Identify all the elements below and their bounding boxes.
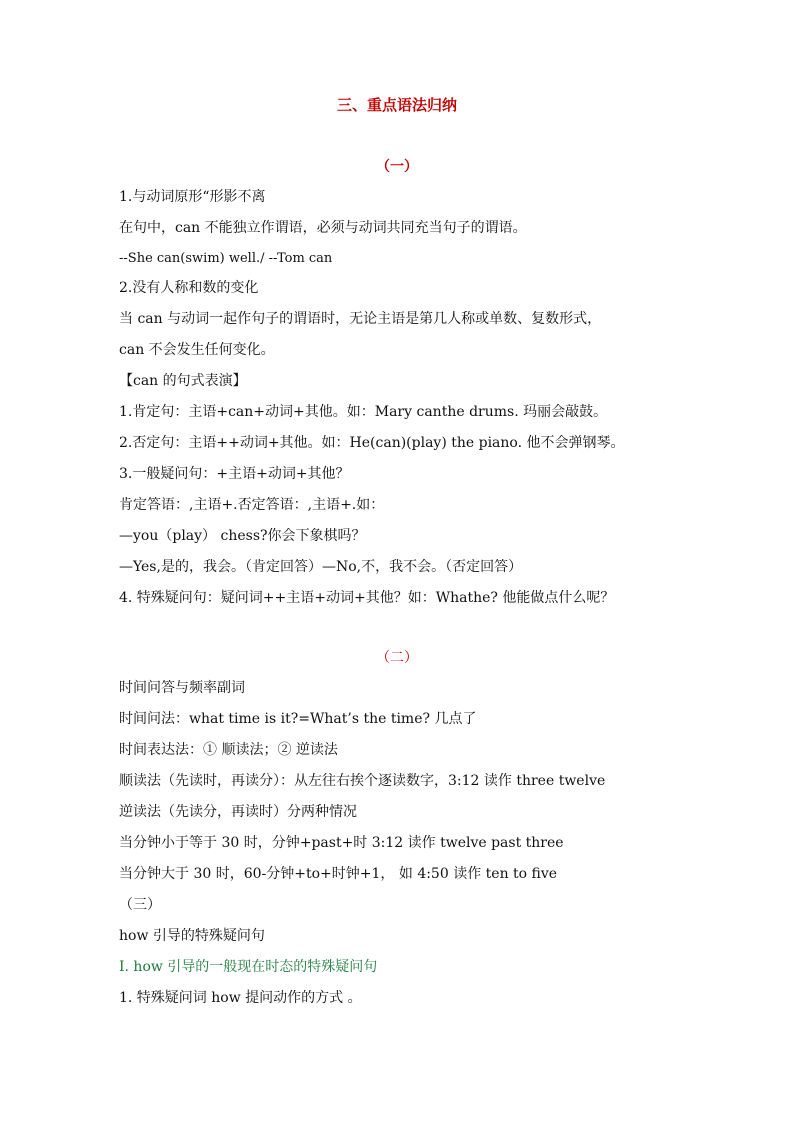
- text-line: 肯定答语：,主语+.否定答语：,主语+.如：: [119, 497, 385, 513]
- section-heading-three: （三）: [119, 897, 161, 913]
- text-line: 3.一般疑问句：+主语+动词+其他？: [119, 466, 350, 482]
- section-heading-two: （二）: [376, 650, 418, 666]
- text-line: 1.与动词原形“形影不离: [119, 189, 266, 205]
- text-line: 【can 的句式表演】: [119, 373, 247, 389]
- text-line: can 不会发生任何变化。: [119, 342, 275, 358]
- text-line: 时间问法：what time is it?=What’s the time? 几点了: [119, 711, 477, 727]
- text-line: --She can(swim) well./ --Tom can: [119, 251, 333, 266]
- text-line: 在句中，can 不能独立作谓语，必须与动词共同充当句子的谓语。: [119, 220, 527, 236]
- text-line: —you（play） chess?你会下象棋吗？: [119, 528, 366, 544]
- text-line: 当 can 与动词一起作句子的谓语时，无论主语是第几人称或单数、复数形式，: [119, 311, 602, 327]
- text-line: 逆读法（先读分，再读时）分两种情况: [119, 804, 357, 820]
- text-line: 2.否定句：主语++动词+其他。如：He(can)(play) the piano. 他不会弹钢琴。: [119, 435, 625, 451]
- text-line: 1. 特殊疑问词 how 提问动作的方式 。: [119, 990, 362, 1006]
- text-line: 顺读法（先读时，再读分）：从左往右挨个逐读数字，3:12 读作 three twelve: [119, 773, 606, 789]
- page-title: 三、重点语法归纳: [336, 96, 457, 114]
- text-line: how 引导的特殊疑问句: [119, 928, 265, 944]
- section-heading-one: （一）: [376, 159, 418, 175]
- text-line: 当分钟小于等于 30 时，分钟+past+时 3:12 读作 twelve past three: [119, 835, 564, 851]
- text-line: 当分钟大于 30 时，60-分钟+to+时钟+1， 如 4:50 读作 ten to five: [119, 866, 558, 882]
- text-line: 时间问答与频率副词: [119, 680, 245, 696]
- text-line: 时间表达法：① 顺读法；② 逆读法: [119, 742, 338, 758]
- text-line: 1.肯定句：主语+can+动词+其他。如：Mary canthe drums. 玛丽会敲鼓。: [119, 404, 608, 420]
- text-line: —Yes,是的，我会。（肯定回答）—No,不，我不会。（否定回答）: [119, 559, 523, 575]
- text-line: 4. 特殊疑问句：疑问词++主语+动词+其他？如：Whathe? 他能做点什么呢？: [119, 590, 615, 606]
- subheading-green: Ⅰ. how 引导的一般现在时态的特殊疑问句: [119, 959, 378, 975]
- text-line: 2.没有人称和数的变化: [119, 280, 259, 296]
